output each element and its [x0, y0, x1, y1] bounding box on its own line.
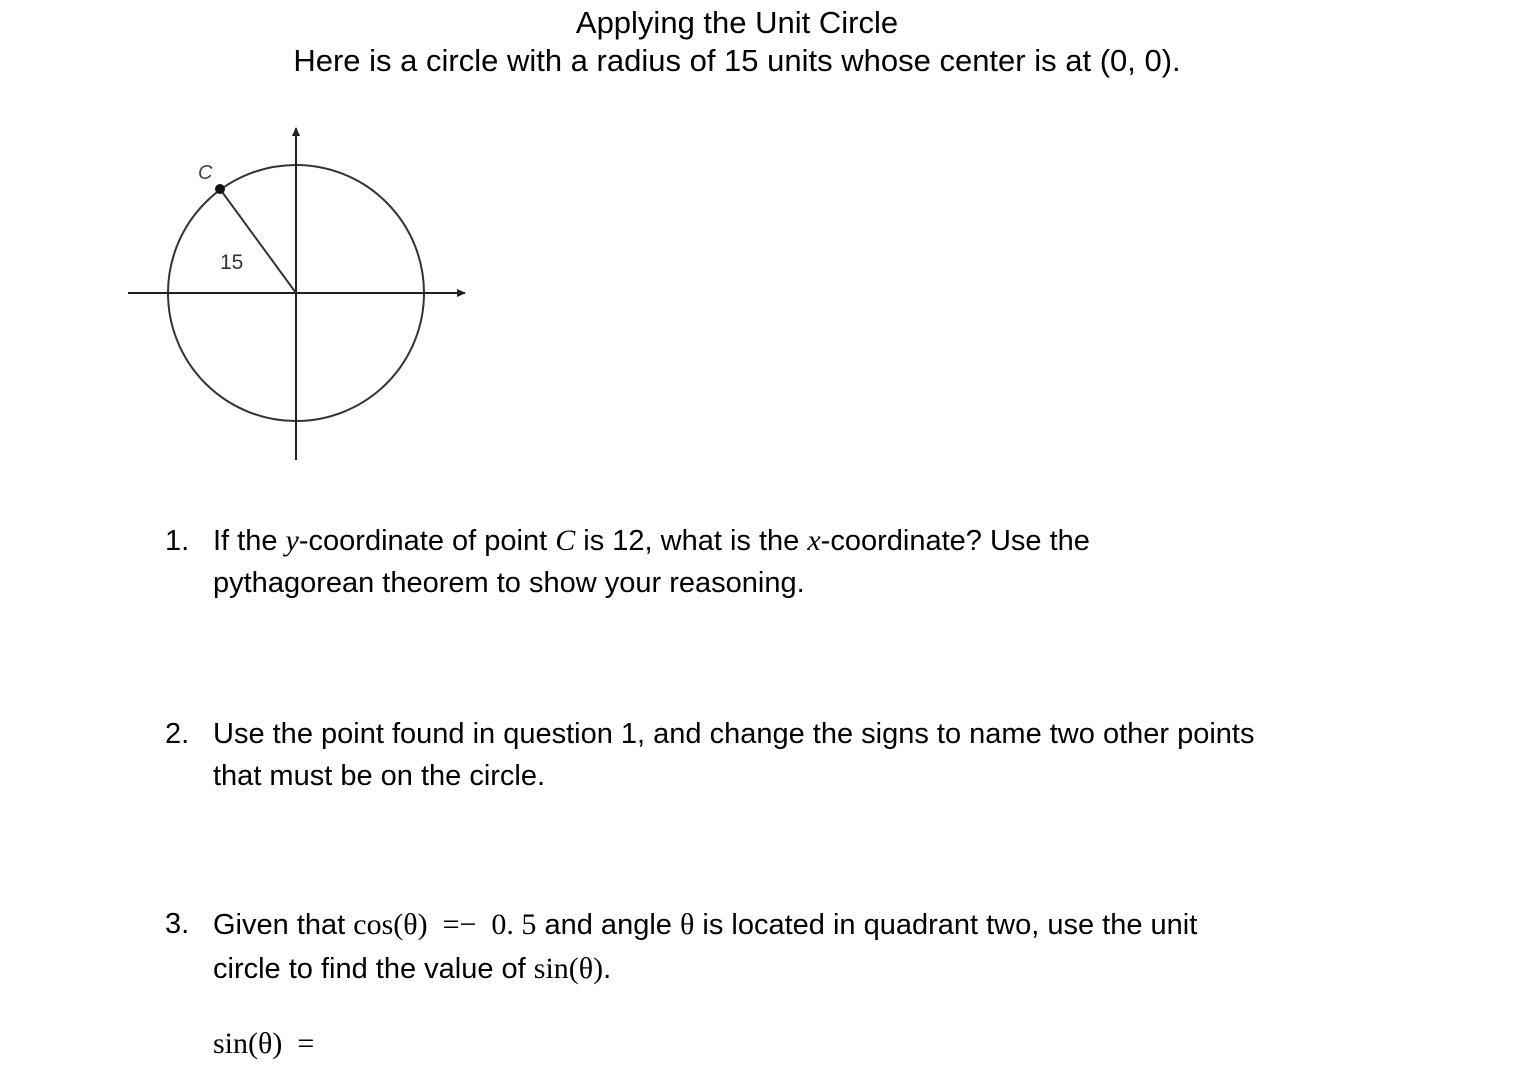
radius-label: 15 [220, 251, 244, 274]
question-text: Use the point found in question 1, and change the signs to name two other points that must be on the circle. [213, 718, 1255, 792]
question-text: If the y-coordinate of point C is 12, what is the x-coordinate? Use the pythagorean theorem to show your reasoning. [213, 524, 1090, 599]
answer-line: sin(θ) = [213, 1027, 315, 1060]
circle-diagram [120, 118, 480, 468]
question-text: Given that cos(θ) =− 0. 5 and angle θ is located in quadrant two, use the unit circle to find the value of sin(θ). [213, 908, 1198, 985]
page-subtitle: Here is a circle with a radius of 15 units whose center is at (0, 0). [293, 43, 1181, 78]
radius-segment [220, 189, 296, 293]
point-c [215, 184, 225, 194]
point-c-label: C [198, 162, 213, 184]
question-number: 3. [165, 908, 190, 940]
page-title: Applying the Unit Circle [575, 5, 899, 40]
question-number: 1. [165, 525, 190, 557]
question-number: 2. [165, 718, 190, 750]
